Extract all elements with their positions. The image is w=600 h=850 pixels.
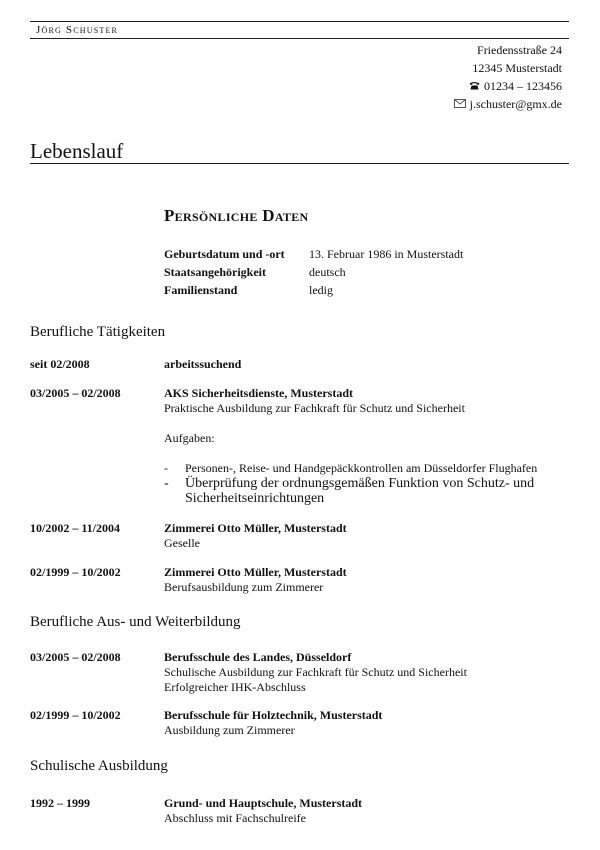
- header-top-rule: [30, 21, 569, 22]
- marital-status-label: Familienstand: [164, 283, 238, 297]
- work-entry-content: [164, 565, 569, 595]
- work-entry-employer: Zimmerei Otto Müller, Musterstadt: [164, 565, 347, 579]
- task-list: [164, 461, 569, 506]
- phone-icon: [469, 77, 480, 95]
- tasks-label: Aufgaben:: [164, 431, 215, 445]
- training-entry-line: Schulische Ausbildung zur Fachkraft für Schutz und Sicherheit: [164, 665, 467, 679]
- envelope-icon: [454, 95, 466, 113]
- training-entry-line: Erfolgreicher IHK-Abschluss: [164, 680, 306, 694]
- personal-data-heading: Persönliche Daten: [164, 206, 309, 225]
- training-section-title: Berufliche Aus- und Weiterbildung: [30, 614, 241, 630]
- nationality-label: Staatsangehörigkeit: [164, 265, 266, 279]
- list-item: [164, 476, 569, 506]
- school-section-title: Schulische Ausbildung: [30, 758, 168, 774]
- training-entry-school: Berufsschule des Landes, Düsseldorf: [164, 650, 352, 664]
- address-city: 12345 Musterstadt: [472, 61, 562, 75]
- work-entry-role: Praktische Ausbildung zur Fachkraft für Schutz und Sicherheit: [164, 401, 465, 415]
- list-item: [164, 461, 569, 476]
- work-entry-employer: AKS Sicherheitsdienste, Musterstadt: [164, 386, 353, 400]
- training-entry-date: 02/1999 – 10/2002: [30, 708, 121, 722]
- work-entry-content: [164, 521, 569, 551]
- work-entry-employer: Zimmerei Otto Müller, Musterstadt: [164, 521, 347, 535]
- list-bullet: -: [164, 461, 168, 475]
- personal-data-row: [164, 263, 463, 281]
- task-text: Überprüfung der ordnungsgemäßen Funktion von Schutz- und Sicherheitseinrichtungen: [185, 476, 535, 506]
- work-entry-role: Berufsausbildung zum Zimmerer: [164, 580, 324, 594]
- marital-status-value: ledig: [309, 283, 333, 297]
- applicant-name: Jörg Schuster: [36, 24, 119, 36]
- contact-block: [454, 41, 562, 113]
- email-row: [454, 95, 562, 113]
- title-rule: [30, 163, 569, 164]
- phone-number: 01234 – 123456: [484, 79, 562, 93]
- training-entry-school: Berufsschule für Holztechnik, Musterstadt: [164, 708, 383, 722]
- work-section-title: Berufliche Tätigkeiten: [30, 324, 166, 340]
- document-title: Lebenslauf: [30, 139, 124, 163]
- personal-data-row: [164, 281, 463, 299]
- work-entry-employer: arbeitssuchend: [164, 357, 242, 371]
- work-entry-content: [164, 357, 569, 372]
- email-address[interactable]: j.schuster@gmx.de: [469, 97, 562, 111]
- birth-label: Geburtsdatum und -ort: [164, 247, 285, 261]
- work-entry-date: 02/1999 – 10/2002: [30, 565, 121, 579]
- training-entry-date: 03/2005 – 02/2008: [30, 650, 121, 664]
- work-entry-date: 10/2002 – 11/2004: [30, 521, 121, 535]
- personal-data-table: [164, 245, 463, 299]
- school-entry-school: Grund- und Hauptschule, Musterstadt: [164, 796, 363, 810]
- list-bullet: -: [164, 476, 169, 491]
- school-entry-line: Abschluss mit Fachschulreife: [164, 811, 306, 825]
- personal-data-row: [164, 245, 463, 263]
- task-text: Personen-, Reise- und Handgepäckkontrollen am Düsseldorfer Flughafen: [185, 461, 538, 475]
- school-entry-content: [164, 796, 569, 826]
- work-entry-role: Geselle: [164, 536, 200, 550]
- birth-value: 13. Februar 1986 in Musterstadt: [309, 247, 464, 261]
- work-entry-date: seit 02/2008: [30, 357, 90, 371]
- training-entry-content: [164, 708, 569, 738]
- address-street-row: [454, 41, 562, 59]
- school-entry-date: 1992 – 1999: [30, 796, 90, 810]
- work-entry-content: [164, 386, 569, 506]
- work-entry-date: 03/2005 – 02/2008: [30, 386, 121, 400]
- header-name-rule: [30, 38, 569, 39]
- nationality-value: deutsch: [309, 265, 346, 279]
- training-entry-line: Ausbildung zum Zimmerer: [164, 723, 295, 737]
- training-entry-content: [164, 650, 569, 695]
- address-city-row: [454, 59, 562, 77]
- phone-row: [454, 77, 562, 95]
- address-street: Friedensstraße 24: [477, 43, 562, 57]
